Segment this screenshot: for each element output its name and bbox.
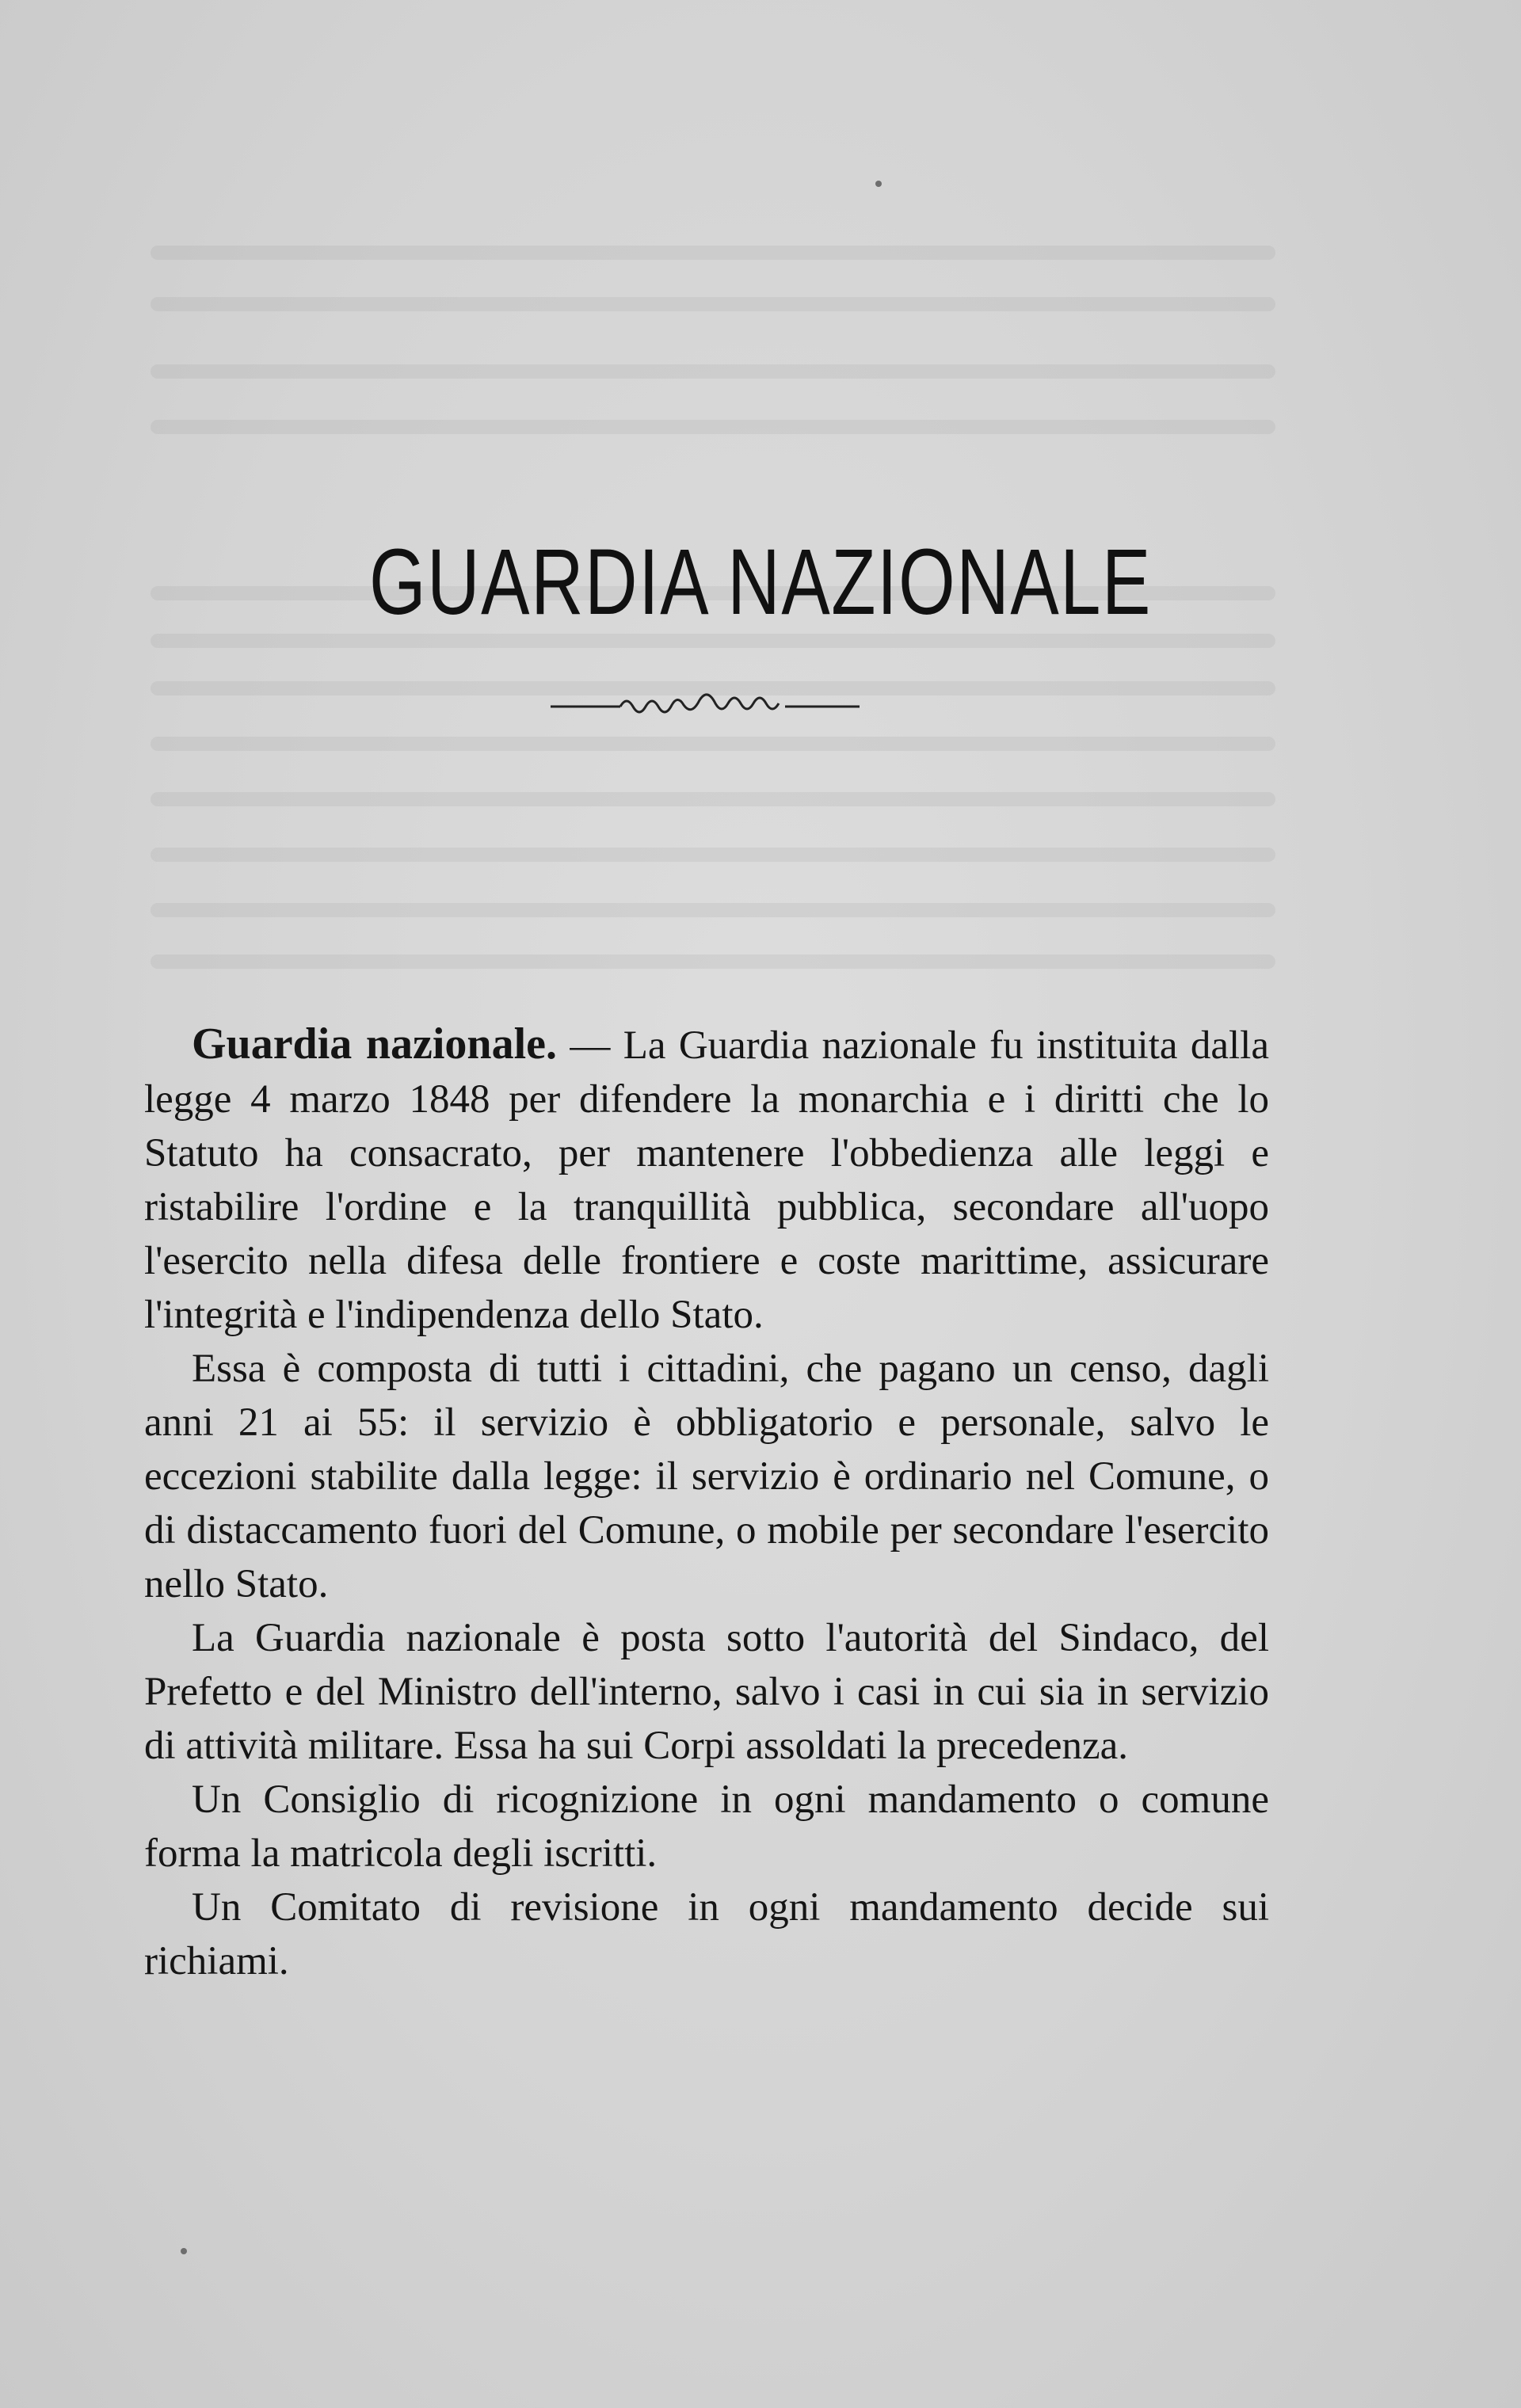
bleed-through-line bbox=[151, 364, 1275, 379]
entry-heading: Guardia nazionale. bbox=[192, 1019, 557, 1069]
bleed-through-line bbox=[151, 848, 1275, 862]
ornamental-rule bbox=[551, 689, 860, 721]
bleed-through-line bbox=[151, 954, 1275, 969]
paragraph: Essa è composta di tutti i cittadini, che pagano un censo, dagli anni 21 ai 55: il servizio è obbligatorio e personale, salvo le eccezioni stabilite dalla legge: il servizio è ordinario nel Comune, o di distaccamento fuori del Comune, o mobile per secondare l'esercito nello Stato. bbox=[144, 1347, 1269, 1606]
paragraph bbox=[144, 1017, 1269, 1342]
paragraph: Un Comitato di revisione in ogni mandamento decide sui richiami. bbox=[144, 1885, 1269, 1983]
paragraph: La Guardia nazionale è posta sotto l'autorità del Sindaco, del Prefetto e del Ministro dell'interno, salvo i casi in cui sia in servizio di attività militare. Essa ha sui Corpi assoldati la precedenza. bbox=[144, 1616, 1269, 1768]
paragraph: Un Consiglio di ricognizione in ogni mandamento o comune forma la matricola degli iscritti. bbox=[144, 1777, 1269, 1876]
bleed-through-line bbox=[151, 737, 1275, 751]
bleed-through-line bbox=[151, 903, 1275, 917]
ink-speck bbox=[181, 2248, 187, 2254]
body-text bbox=[144, 1017, 1269, 1988]
paragraph-text: — La Guardia nazionale fu instituita dalla legge 4 marzo 1848 per difendere la monarchia e i diritti che lo Statuto ha consacrato, per mantenere l'obbedienza alle leggi e ristabilire l'ordine e la tranquillità pubblica, secondare all'uopo l'esercito nella difesa delle frontiere e coste marittime, assicurare l'integrità e l'indipendenza dello Stato. bbox=[144, 1023, 1269, 1337]
ink-speck bbox=[875, 181, 882, 187]
bleed-through-line bbox=[151, 297, 1275, 311]
bleed-through-line bbox=[151, 792, 1275, 806]
bleed-through-line bbox=[151, 420, 1275, 434]
bleed-through-line bbox=[151, 246, 1275, 260]
page-title: GUARDIA NAZIONALE bbox=[368, 530, 1153, 635]
